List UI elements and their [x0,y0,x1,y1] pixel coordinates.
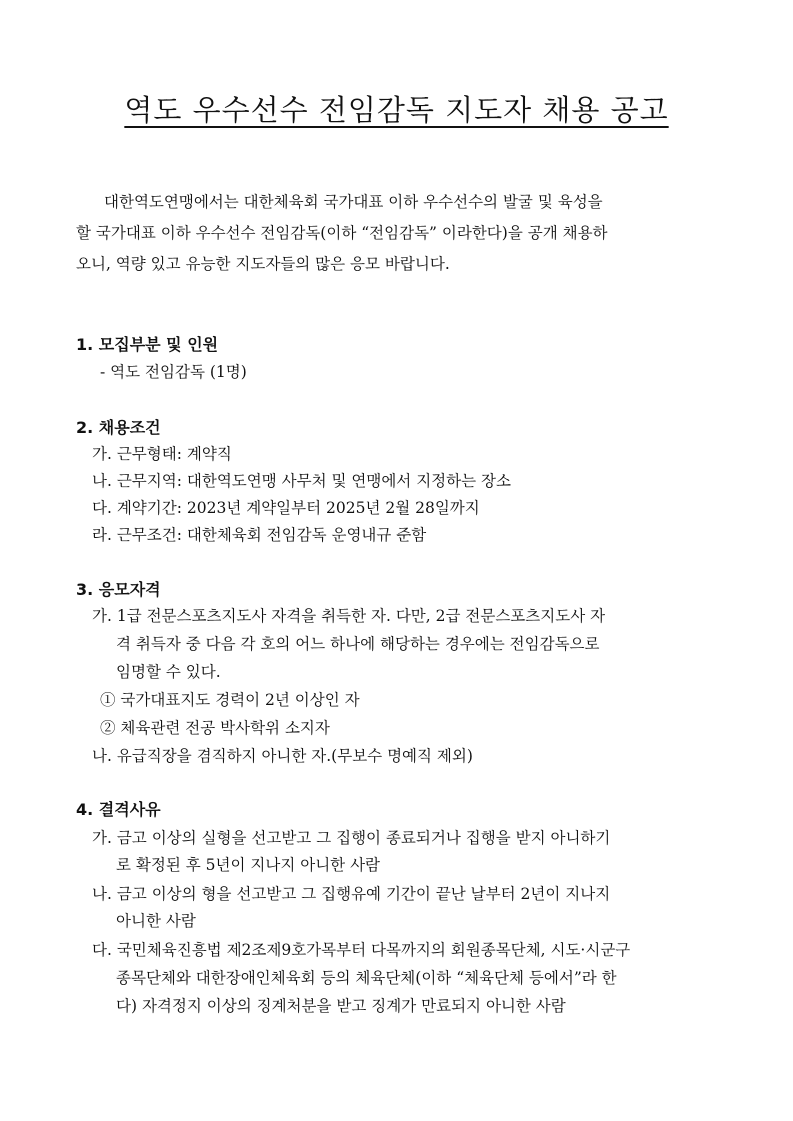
section-2-item-da: 다. 계약기간: 2023년 계약일부터 2025년 2월 28일까지 [92,499,480,517]
section-3-ga-line-3: 임명할 수 있다. [116,663,221,681]
section-2-item-ra: 라. 근무조건: 대한체육회 전임감독 운영내규 준함 [92,526,427,544]
section-4-title: 4. 결격사유 [76,800,161,819]
title-text: 역도 우수선수 전임감독 지도자 채용 공고 [124,93,669,127]
section-4-ga-line-2: 로 확정된 후 5년이 지나지 아니한 사람 [116,856,381,874]
section-4-na-line-2: 아니한 사람 [116,912,196,930]
section-3-ga-line-2: 격 취득자 중 다음 각 호의 어느 하나에 해당하는 경우에는 전임감독으로 [116,635,600,653]
intro-line-1: 대한역도연맹에서는 대한체육회 국가대표 이하 우수선수의 발굴 및 육성을 [104,193,603,211]
section-3-ga-line-1: 가. 1급 전문스포츠지도사 자격을 취득한 자. 다만, 2급 전문스포츠지도사 자 [92,607,606,625]
section-4-da-line-3: 다) 자격정지 이상의 징계처분을 받고 징계가 만료되지 아니한 사람 [116,997,566,1015]
page-title [0,88,793,129]
section-2-item-na: 나. 근무지역: 대한역도연맹 사무처 및 연맹에서 지정하는 장소 [92,472,511,490]
section-1-title: 1. 모집부분 및 인원 [76,335,219,354]
section-2-title: 2. 채용조건 [76,418,161,437]
intro-line-3: 오니, 역량 있고 유능한 지도자들의 많은 응모 바랍니다. [76,255,450,273]
section-3-na: 나. 유급직장을 겸직하지 아니한 자.(무보수 명예직 제외) [92,747,473,765]
section-4-na-line-1: 나. 금고 이상의 형을 선고받고 그 집행유예 기간이 끝난 날부터 2년이 지나지 [92,885,611,903]
section-3-title: 3. 응모자격 [76,580,161,599]
intro-line-2: 할 국가대표 이하 우수선수 전임감독(이하 “전임감독” 이라한다)을 공개 채용하 [76,224,608,242]
section-4-da-line-1: 다. 국민체육진흥법 제2조제9호가목부터 다목까지의 회원종목단체, 시도·시군구 [92,941,631,959]
section-3-sub-1: ① 국가대표지도 경력이 2년 이상인 자 [100,691,360,709]
section-1-item: - 역도 전임감독 (1명) [100,363,247,381]
section-2-item-ga: 가. 근무형태: 계약직 [92,445,232,463]
section-3-sub-2: ② 체육관련 전공 박사학위 소지자 [100,719,330,737]
section-4-da-line-2: 종목단체와 대한장애인체육회 등의 체육단체(이하 “체육단체 등에서”라 한 [116,969,617,987]
section-4-ga-line-1: 가. 금고 이상의 실형을 선고받고 그 집행이 종료되거나 집행을 받지 아니하기 [92,829,611,847]
